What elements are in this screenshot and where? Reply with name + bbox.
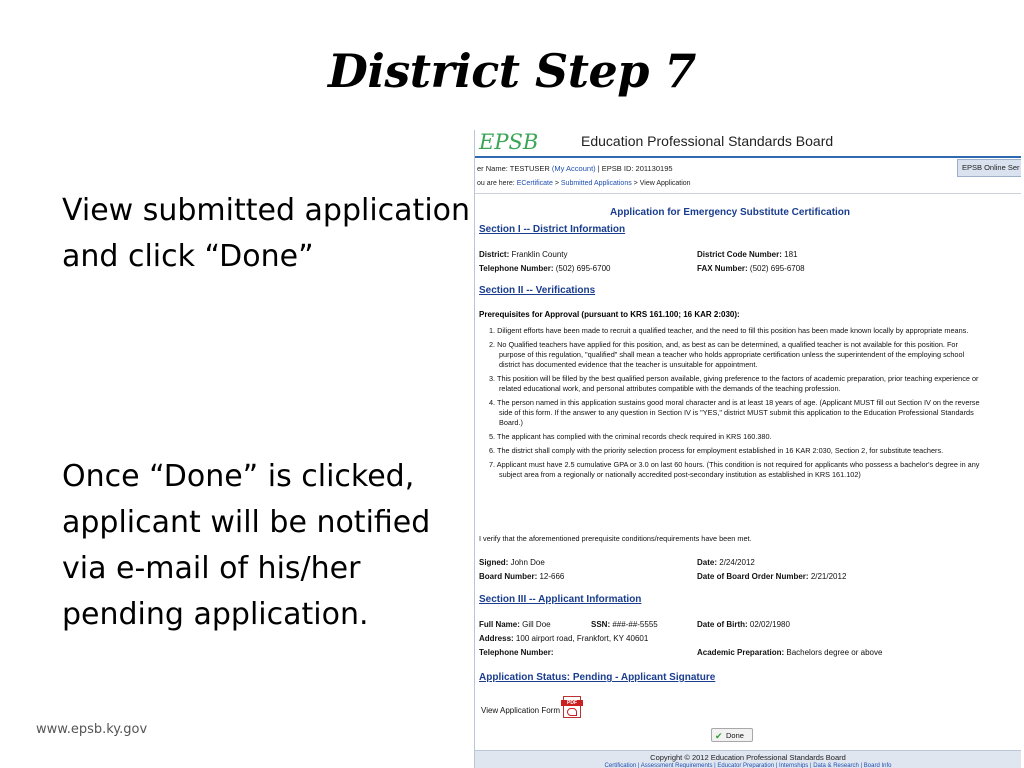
district-value: Franklin County (511, 250, 568, 259)
dob-label: Date of Birth: (697, 620, 748, 629)
pdf-icon[interactable] (563, 696, 581, 718)
epsb-header (475, 130, 1021, 158)
district-fax-value: (502) 695-6708 (749, 264, 805, 273)
user-name: er Name: TESTUSER (477, 164, 550, 173)
breadcrumb-current: View Application (639, 180, 691, 187)
dob-value: 02/02/1980 (749, 620, 790, 629)
copyright-footer (475, 750, 1021, 768)
district-fax-field (697, 264, 805, 273)
academic-prep-value: Bachelors degree or above (786, 648, 883, 657)
online-services-button[interactable]: EPSB Online Ser (957, 159, 1021, 177)
signed-date-label: Date: (697, 558, 718, 567)
full-name-label: Full Name: (479, 620, 520, 629)
my-account-link[interactable]: (My Account) (551, 164, 596, 173)
full-name-value: Gill Doe (522, 620, 551, 629)
footer-url: www.epsb.ky.gov (36, 722, 148, 737)
done-button-label: Done (726, 731, 744, 740)
section-district-heading: Section I -- District Information (479, 224, 626, 235)
district-code-label: District Code Number: (697, 250, 782, 259)
view-application-form-link[interactable]: View Application Form (481, 706, 560, 715)
verification-statement: I verify that the aforementioned prerequisite conditions/requirements have been met. (479, 534, 752, 543)
list-item: 6. The district shall comply with the priority selection process for employment established in 16 KAR 2:030, Section 2, for substitute teachers. (489, 446, 944, 455)
list-item: 7. Applicant must have 2.5 cumulative GPA or 3.0 on last 60 hours. (This condition is not required for applicants who possess a bachelor's degree in any subject area from a regionally or nationally accredited post-secondary institution as established in KRS 161.102) (489, 460, 980, 479)
board-number-value: 12-666 (539, 572, 565, 581)
full-name-field (479, 620, 551, 629)
signed-label: Signed: (479, 558, 509, 567)
list-item: 4. The person named in this application sustains good moral character and is at least 18 years of age. (Applicant MUST fill out Section IV on the reverse side of this form. If the answer to any question in Section IV is "YES," district MUST submit this application to the Education Professional Standards Board.) (489, 398, 980, 427)
slide-title: District Step 7 (328, 44, 696, 98)
district-phone-value: (502) 695-6700 (555, 264, 611, 273)
address-value: 100 airport road, Frankfort, KY 40601 (515, 634, 649, 643)
breadcrumb-prefix: ou are here: (477, 180, 515, 187)
board-order-date-value: 2/21/2012 (810, 572, 847, 581)
epsb-id: EPSB ID: 201130195 (601, 164, 673, 173)
district-label: District: (479, 250, 510, 259)
district-code-value: 181 (784, 250, 798, 259)
board-order-date-label: Date of Board Order Number: (697, 572, 809, 581)
prerequisites-title: Prerequisites for Approval (pursuant to KRS 161.100; 16 KAR 2:030): (479, 310, 740, 319)
ssn-field (591, 620, 658, 629)
signed-date-field (697, 558, 755, 567)
breadcrumb-separator: > (633, 180, 638, 187)
academic-prep-field (697, 648, 882, 657)
applicant-phone-label: Telephone Number: (479, 648, 554, 657)
signed-value: John Doe (510, 558, 545, 567)
notification-text: Once “Done” is clicked, applicant will be notified via e-mail of his/her pending application. (62, 459, 431, 632)
list-item: 3. This position will be filled by the best qualified person available, giving preference to the factors of academic preparation, prior teaching experience or related educational work, and personal attributes compatible with the demands of the teaching profession. (489, 374, 979, 393)
application-status: Application Status: Pending - Applicant Signature (479, 672, 716, 683)
breadcrumb-ecertificate[interactable]: ECertificate (516, 180, 553, 187)
board-name: Education Professional Standards Board (581, 133, 834, 149)
check-icon: ✔ (715, 731, 723, 741)
address-field (479, 634, 648, 643)
prerequisites-list (489, 326, 985, 484)
section-applicant-heading: Section III -- Applicant Information (479, 594, 642, 605)
application-title: Application for Emergency Substitute Certification (609, 207, 851, 218)
address-label: Address: (479, 634, 514, 643)
breadcrumb (477, 180, 691, 187)
userbar-separator: | (597, 164, 600, 173)
user-bar (475, 160, 1021, 176)
done-button[interactable] (711, 728, 753, 742)
footer-links[interactable]: Certification | Assessment Requirements | Educator Preparation | Internships | Data & Research | Board Info (604, 763, 892, 768)
pdf-badge: PDF (561, 700, 583, 706)
list-item: 1. Diligent efforts have been made to recruit a qualified teacher, and the need to fill this position has been made known locally by appropriate means. (489, 326, 969, 335)
district-code-field (697, 250, 798, 259)
ssn-value: ###-##-5555 (612, 620, 658, 629)
pdf-curl-icon (567, 708, 577, 716)
signed-field (479, 558, 545, 567)
board-number-field (479, 572, 564, 581)
instruction-text: View submitted application and click “Done” (62, 193, 471, 274)
district-fax-label: FAX Number: (697, 264, 748, 273)
list-item: 5. The applicant has complied with the criminal records check required in KRS 160.380. (489, 432, 772, 441)
applicant-phone-field (479, 648, 554, 657)
board-number-label: Board Number: (479, 572, 538, 581)
academic-prep-label: Academic Preparation: (697, 648, 785, 657)
list-item: 2. No Qualified teachers have applied for this position, and, as best as can be determined, a qualified teacher is not available for this position. For purpose of this regulation, "qualified" shall mean a teacher who holds appropriate certification unless the superintendent of the employing school district has documented evidence that the teacher is unsuitable for appointment. (489, 340, 965, 369)
application-screenshot (474, 130, 1021, 768)
district-field (479, 250, 568, 259)
divider (475, 193, 1021, 194)
board-order-date-field (697, 572, 846, 581)
district-phone-field (479, 264, 610, 273)
dob-field (697, 620, 790, 629)
breadcrumb-submitted-applications[interactable]: Submitted Applications (560, 180, 632, 187)
copyright-text: Copyright © 2012 Education Professional Standards Board (650, 753, 846, 762)
epsb-logo: EPSB (479, 130, 539, 154)
breadcrumb-separator: > (554, 180, 559, 187)
signed-date-value: 2/24/2012 (719, 558, 755, 567)
section-verifications-heading: Section II -- Verifications (479, 285, 596, 296)
district-phone-label: Telephone Number: (479, 264, 554, 273)
ssn-label: SSN: (591, 620, 611, 629)
